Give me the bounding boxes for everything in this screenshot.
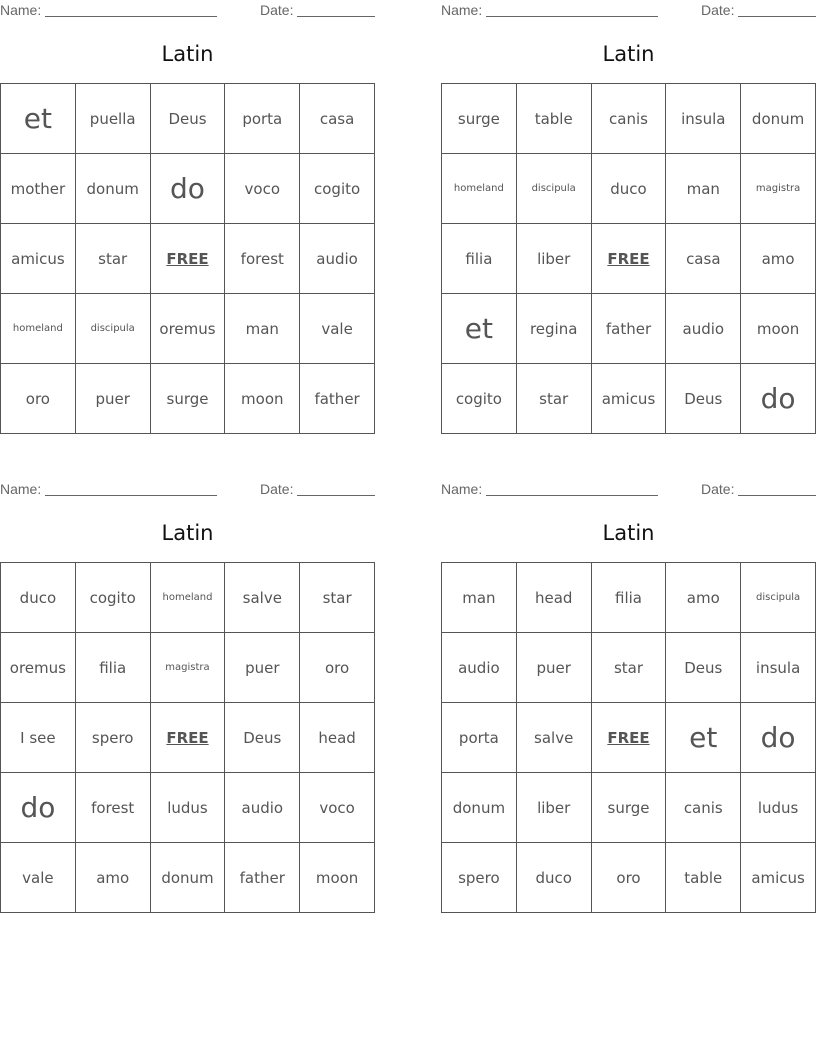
- bingo-cell: et: [666, 703, 741, 773]
- bingo-cell: salve: [516, 703, 591, 773]
- bingo-cell: puer: [225, 633, 300, 703]
- bingo-cell: amicus: [741, 843, 816, 913]
- bingo-cell: do: [741, 364, 816, 434]
- bingo-cell: puer: [75, 364, 150, 434]
- bingo-cell: table: [666, 843, 741, 913]
- bingo-cell: cogito: [300, 154, 375, 224]
- date-label: Date:: [260, 481, 294, 497]
- card-title: Latin: [602, 42, 655, 66]
- grid-row: [442, 364, 816, 434]
- bingo-cell: voco: [225, 154, 300, 224]
- bingo-cell: cogito: [75, 563, 150, 633]
- grid-row: [442, 703, 816, 773]
- bingo-cell: mother: [1, 154, 76, 224]
- grid-row: [1, 563, 375, 633]
- grid-row: [442, 563, 816, 633]
- grid-row: [1, 773, 375, 843]
- bingo-cell: puella: [75, 84, 150, 154]
- name-label: Name:: [441, 2, 483, 18]
- grid-row: [442, 294, 816, 364]
- bingo-cell: surge: [442, 84, 517, 154]
- bingo-cell: surge: [150, 364, 225, 434]
- bingo-cell: et: [1, 84, 76, 154]
- bingo-grid: [0, 83, 375, 434]
- bingo-cell: amicus: [1, 224, 76, 294]
- name-field-line: [486, 16, 658, 17]
- bingo-cell: head: [300, 703, 375, 773]
- bingo-cell: amicus: [591, 364, 666, 434]
- card-title: Latin: [161, 521, 214, 545]
- bingo-cell: filia: [442, 224, 517, 294]
- bingo-cell: forest: [75, 773, 150, 843]
- bingo-cell: head: [516, 563, 591, 633]
- grid-row: [1, 703, 375, 773]
- bingo-cell: moon: [300, 843, 375, 913]
- bingo-cell: oro: [591, 843, 666, 913]
- bingo-cell: liber: [516, 224, 591, 294]
- bingo-cell: moon: [741, 294, 816, 364]
- bingo-cell: insula: [666, 84, 741, 154]
- bingo-cell: amo: [75, 843, 150, 913]
- grid-row: [442, 84, 816, 154]
- bingo-grid: [441, 83, 816, 434]
- free-space-cell: FREE: [150, 224, 225, 294]
- bingo-cell: homeland: [442, 154, 517, 224]
- bingo-cell: salve: [225, 563, 300, 633]
- free-space-cell: FREE: [591, 224, 666, 294]
- bingo-cell: spero: [75, 703, 150, 773]
- bingo-cell: do: [1, 773, 76, 843]
- bingo-cell: oremus: [1, 633, 76, 703]
- bingo-cell: duco: [1, 563, 76, 633]
- bingo-cell: Deus: [666, 364, 741, 434]
- bingo-cell: filia: [75, 633, 150, 703]
- bingo-cell: donum: [150, 843, 225, 913]
- date-label: Date:: [701, 481, 735, 497]
- card-header: [0, 479, 375, 501]
- bingo-cell: man: [442, 563, 517, 633]
- bingo-cell: forest: [225, 224, 300, 294]
- bingo-cell: star: [591, 633, 666, 703]
- date-field-line: [738, 16, 816, 17]
- bingo-cell: star: [75, 224, 150, 294]
- name-label: Name:: [0, 2, 42, 18]
- bingo-cell: father: [225, 843, 300, 913]
- bingo-cell: filia: [591, 563, 666, 633]
- bingo-cell: audio: [666, 294, 741, 364]
- date-field-line: [738, 495, 816, 496]
- bingo-cell: oro: [300, 633, 375, 703]
- card-title: Latin: [602, 521, 655, 545]
- grid-row: [1, 154, 375, 224]
- grid-row: [442, 224, 816, 294]
- bingo-grid: [0, 562, 375, 913]
- date-field-line: [297, 495, 375, 496]
- date-field-line: [297, 16, 375, 17]
- bingo-cell: discipula: [75, 294, 150, 364]
- bingo-cell: ludus: [150, 773, 225, 843]
- bingo-cell: audio: [300, 224, 375, 294]
- grid-row: [442, 633, 816, 703]
- grid-row: [442, 843, 816, 913]
- grid-row: [1, 84, 375, 154]
- bingo-card: [441, 479, 816, 909]
- name-field-line: [45, 495, 217, 496]
- bingo-cell: audio: [225, 773, 300, 843]
- bingo-cell: et: [442, 294, 517, 364]
- bingo-cell: father: [591, 294, 666, 364]
- bingo-cell: cogito: [442, 364, 517, 434]
- bingo-cell: oremus: [150, 294, 225, 364]
- bingo-cell: insula: [741, 633, 816, 703]
- bingo-cell: magistra: [150, 633, 225, 703]
- bingo-cell: Deus: [225, 703, 300, 773]
- free-space-cell: FREE: [591, 703, 666, 773]
- bingo-cell: discipula: [516, 154, 591, 224]
- bingo-cell: star: [516, 364, 591, 434]
- name-label: Name:: [441, 481, 483, 497]
- bingo-cell: vale: [300, 294, 375, 364]
- bingo-cell: duco: [516, 843, 591, 913]
- free-space-cell: FREE: [150, 703, 225, 773]
- bingo-cell: audio: [442, 633, 517, 703]
- bingo-cell: man: [666, 154, 741, 224]
- bingo-card: [0, 479, 375, 909]
- grid-row: [1, 843, 375, 913]
- bingo-cell: magistra: [741, 154, 816, 224]
- bingo-cell: casa: [300, 84, 375, 154]
- bingo-cell: donum: [75, 154, 150, 224]
- bingo-cell: discipula: [741, 563, 816, 633]
- bingo-cell: do: [741, 703, 816, 773]
- bingo-cell: puer: [516, 633, 591, 703]
- bingo-grid: [441, 562, 816, 913]
- bingo-cell: canis: [591, 84, 666, 154]
- date-label: Date:: [701, 2, 735, 18]
- bingo-cell: regina: [516, 294, 591, 364]
- bingo-cell: amo: [666, 563, 741, 633]
- bingo-cell: do: [150, 154, 225, 224]
- bingo-cell: ludus: [741, 773, 816, 843]
- grid-row: [442, 154, 816, 224]
- bingo-cell: amo: [741, 224, 816, 294]
- card-title: Latin: [161, 42, 214, 66]
- bingo-cell: homeland: [150, 563, 225, 633]
- bingo-cell: man: [225, 294, 300, 364]
- bingo-cell: I see: [1, 703, 76, 773]
- bingo-cell: porta: [225, 84, 300, 154]
- bingo-card: [0, 0, 375, 430]
- bingo-card: [441, 0, 816, 430]
- bingo-cell: star: [300, 563, 375, 633]
- card-header: [441, 0, 816, 22]
- bingo-cell: father: [300, 364, 375, 434]
- bingo-cell: spero: [442, 843, 517, 913]
- bingo-cell: vale: [1, 843, 76, 913]
- bingo-cell: canis: [666, 773, 741, 843]
- date-label: Date:: [260, 2, 294, 18]
- bingo-cell: donum: [741, 84, 816, 154]
- bingo-cell: Deus: [150, 84, 225, 154]
- bingo-cell: homeland: [1, 294, 76, 364]
- bingo-cell: liber: [516, 773, 591, 843]
- name-field-line: [486, 495, 658, 496]
- bingo-cell: duco: [591, 154, 666, 224]
- bingo-cell: voco: [300, 773, 375, 843]
- grid-row: [1, 364, 375, 434]
- bingo-cell: casa: [666, 224, 741, 294]
- grid-row: [1, 224, 375, 294]
- bingo-cell: moon: [225, 364, 300, 434]
- grid-row: [1, 633, 375, 703]
- grid-row: [1, 294, 375, 364]
- bingo-cell: surge: [591, 773, 666, 843]
- bingo-cell: table: [516, 84, 591, 154]
- bingo-cell: porta: [442, 703, 517, 773]
- name-field-line: [45, 16, 217, 17]
- name-label: Name:: [0, 481, 42, 497]
- card-header: [0, 0, 375, 22]
- grid-row: [442, 773, 816, 843]
- card-header: [441, 479, 816, 501]
- bingo-cell: Deus: [666, 633, 741, 703]
- bingo-cell: oro: [1, 364, 76, 434]
- bingo-cell: donum: [442, 773, 517, 843]
